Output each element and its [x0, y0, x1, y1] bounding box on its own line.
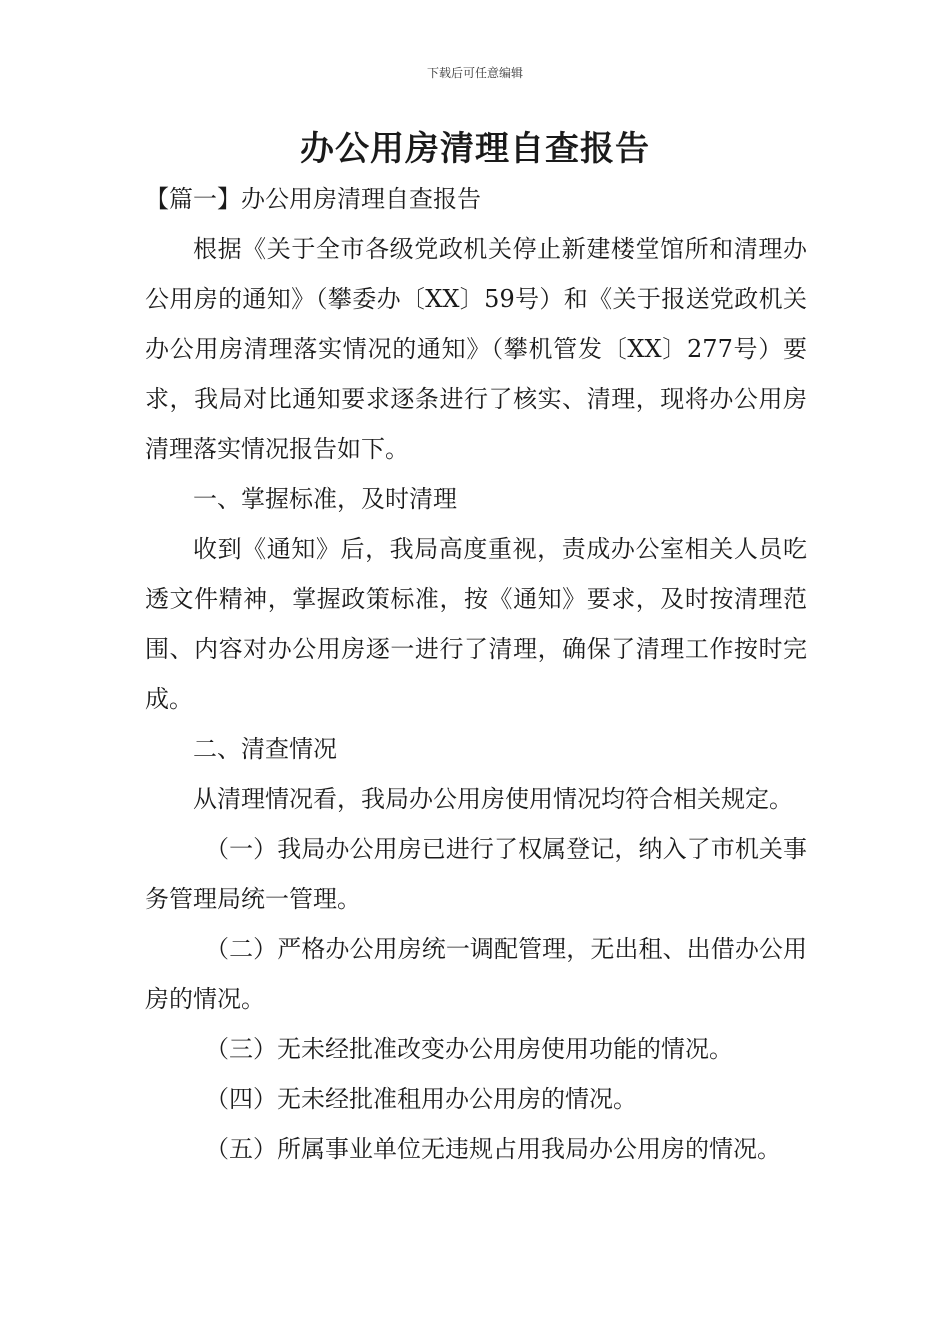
document-body — [145, 174, 807, 1174]
list-item-1: （一）我局办公用房已进行了权属登记，纳入了市机关事务管理局统一管理。 — [145, 835, 807, 913]
paragraph-intro: 根据《关于全市各级党政机关停止新建楼堂馆所和清理办公用房的通知》（攀委办〔XX〕59号）和《关于报送党政机关办公用房清理落实情况的通知》（攀机管发〔XX〕277号）要求，我局对比通知要求逐条进行了核实、清理，现将办公用房清理落实情况报告如下。 — [145, 235, 807, 463]
heading-section-2: 二、清查情况 — [193, 735, 337, 763]
paragraph-section-1: 收到《通知》后，我局高度重视，责成办公室相关人员吃透文件精神，掌握政策标准，按《通知》要求，及时按清理范围、内容对办公用房逐一进行了清理，确保了清理工作按时完成。 — [145, 535, 807, 713]
section-label: 【篇一】办公用房清理自查报告 — [145, 185, 481, 213]
list-item-5: （五）所属事业单位无违规占用我局办公用房的情况。 — [205, 1135, 781, 1163]
list-item-3: （三）无未经批准改变办公用房使用功能的情况。 — [205, 1035, 733, 1063]
page-header-note: 下载后可任意编辑 — [426, 66, 523, 80]
heading-section-1: 一、掌握标准，及时清理 — [193, 485, 457, 513]
list-item-2: （二）严格办公用房统一调配管理，无出租、出借办公用房的情况。 — [145, 935, 807, 1013]
list-item-4: （四）无未经批准租用办公用房的情况。 — [205, 1085, 637, 1113]
document-title: 办公用房清理自查报告 — [300, 129, 650, 169]
paragraph-section-2: 从清理情况看，我局办公用房使用情况均符合相关规定。 — [193, 785, 793, 813]
